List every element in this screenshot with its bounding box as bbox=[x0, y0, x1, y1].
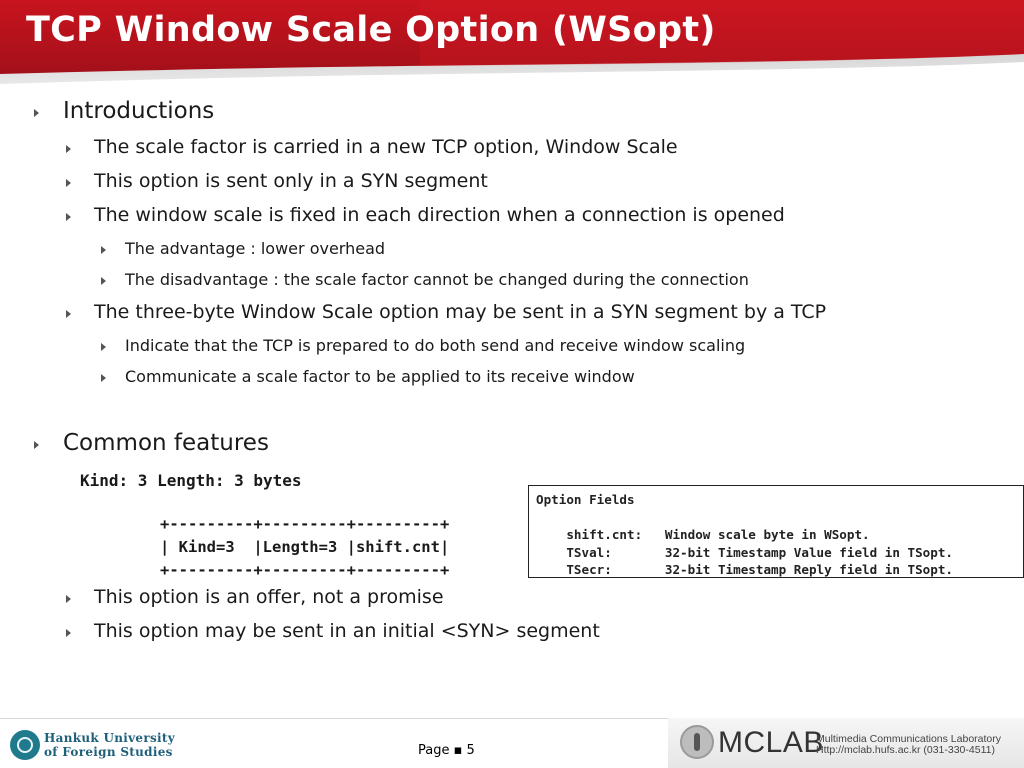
bullet-arrow-icon bbox=[101, 343, 106, 351]
bullet-common-1: This option is an offer, not a promise bbox=[94, 586, 444, 608]
bullet-arrow-icon bbox=[66, 595, 71, 603]
mclab-emblem-icon bbox=[680, 725, 714, 759]
bullet-arrow-icon bbox=[101, 246, 106, 254]
slide-title: TCP Window Scale Option (WSopt) bbox=[26, 10, 716, 50]
university-name bbox=[44, 731, 175, 759]
bullet-intro-4b: Communicate a scale factor to be applied to its receive window bbox=[125, 367, 635, 386]
option-fields-box bbox=[528, 485, 1024, 578]
bullet-intro-4: The three-byte Window Scale option may be sent in a SYN segment by a TCP bbox=[94, 301, 827, 323]
bullet-intro-4a: Indicate that the TCP is prepared to do both send and receive window scaling bbox=[125, 336, 746, 355]
bullet-intro-1: The scale factor is carried in a new TCP option, Window Scale bbox=[94, 136, 678, 158]
bullet-arrow-icon bbox=[66, 629, 71, 637]
option-format-heading: Kind: 3 Length: 3 bytes bbox=[80, 471, 302, 490]
option-format-border-top: +---------+---------+---------+ bbox=[160, 515, 450, 533]
bullet-arrow-icon bbox=[101, 277, 106, 285]
bullet-introductions: Introductions bbox=[63, 98, 215, 124]
bullet-intro-3a: The advantage : lower overhead bbox=[125, 239, 386, 258]
bullet-common-2: This option may be sent in an initial <SYN> segment bbox=[94, 620, 600, 642]
bullet-intro-3b: The disadvantage : the scale factor cannot be changed during the connection bbox=[125, 270, 749, 289]
university-seal-icon bbox=[10, 730, 40, 760]
bullet-arrow-icon bbox=[66, 213, 71, 221]
bullet-arrow-icon bbox=[66, 145, 71, 153]
university-line-1: Hankuk University bbox=[44, 731, 175, 745]
option-format-fields: | Kind=3 |Length=3 |shift.cnt| bbox=[160, 538, 450, 556]
option-fields-text: Option Fields shift.cnt: Window scale byte in WSopt. TSval: 32-bit Timestamp Value field in TSopt. TSecr: 32-bit Timestamp Reply field in TSopt. bbox=[536, 492, 954, 577]
bullet-intro-3: The window scale is fixed in each direction when a connection is opened bbox=[94, 204, 785, 226]
lab-full-name: Multimedia Communications Laboratory bbox=[816, 733, 1001, 745]
bullet-arrow-icon bbox=[66, 310, 71, 318]
mclab-logo-banner bbox=[668, 718, 1024, 768]
lab-name: MCLAB bbox=[718, 726, 824, 759]
bullet-arrow-icon bbox=[66, 179, 71, 187]
lab-details bbox=[816, 734, 1001, 756]
bullet-arrow-icon bbox=[34, 109, 39, 117]
bullet-common-features: Common features bbox=[63, 430, 269, 456]
bullet-arrow-icon bbox=[34, 441, 39, 449]
bullet-arrow-icon bbox=[101, 374, 106, 382]
bullet-intro-2: This option is sent only in a SYN segment bbox=[94, 170, 488, 192]
page-number: Page ▪ 5 bbox=[418, 743, 475, 758]
option-format-border-bottom: +---------+---------+---------+ bbox=[160, 561, 450, 579]
university-line-2: of Foreign Studies bbox=[44, 745, 173, 759]
lab-contact: Http://mclab.hufs.ac.kr (031-330-4511) bbox=[816, 744, 995, 756]
